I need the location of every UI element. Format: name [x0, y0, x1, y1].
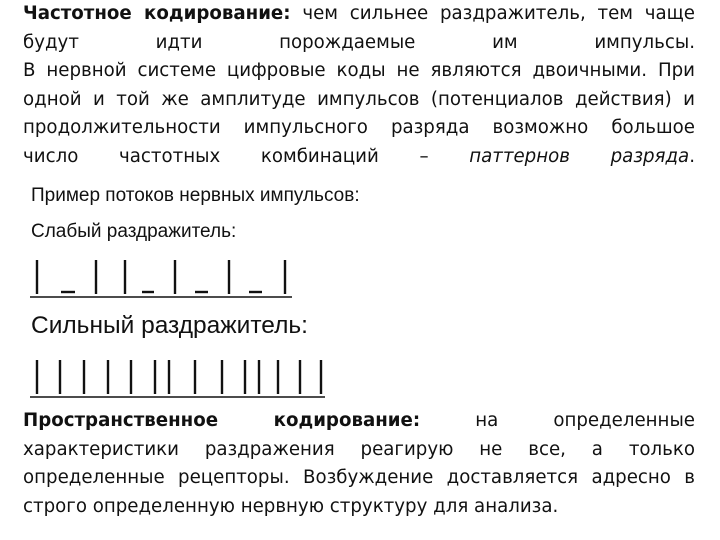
weak-stimulus-label: Слабый раздражитель: — [31, 221, 237, 242]
weak-impulse-train-graphic — [30, 256, 300, 298]
weak-impulses — [37, 260, 285, 294]
para1-line-2: будут идти порождаемые им импульсы. — [23, 31, 695, 53]
example-label: Пример потоков нервных импульсов: — [31, 185, 360, 206]
strong-impulse-train — [30, 356, 330, 398]
weak-impulse-train — [30, 256, 300, 298]
discharge-patterns-term: паттернов разряда — [469, 145, 690, 167]
para2-line-1: Пространственное кодирование: на определенные — [23, 410, 695, 431]
spatial-coding-paragraph — [23, 407, 695, 521]
strong-stimulus-label: Сильный раздражитель: — [31, 312, 308, 339]
para1-line-3: В нервной системе цифровые коды не являются двоичными. При — [23, 60, 695, 81]
para2-line-2: характеристики раздражения реагирую не все, а только — [23, 438, 695, 460]
strong-impulse-train-graphic — [30, 356, 330, 398]
para2-line-4: строго определенную нервную структуру для анализа. — [23, 495, 559, 517]
para1-line-1: Частотное кодирование: чем сильнее раздражитель, тем чаще — [23, 3, 695, 24]
spatial-coding-term: Пространственное кодирование: — [23, 410, 421, 431]
para2-line-3: определенные рецепторы. Возбуждение доставляется адресно в — [23, 467, 695, 488]
strong-impulses — [37, 360, 321, 394]
para1-line-6: число частотных комбинаций – паттернов разряда. — [23, 145, 695, 167]
para1-line-5: продолжительности импульсного разряда возможно большое — [23, 117, 695, 138]
para1-line-4: одной и той же амплитуде импульсов (потенциалов действия) и — [23, 88, 695, 110]
frequency-coding-paragraph — [23, 0, 695, 171]
frequency-coding-term: Частотное кодирование: — [23, 3, 291, 24]
